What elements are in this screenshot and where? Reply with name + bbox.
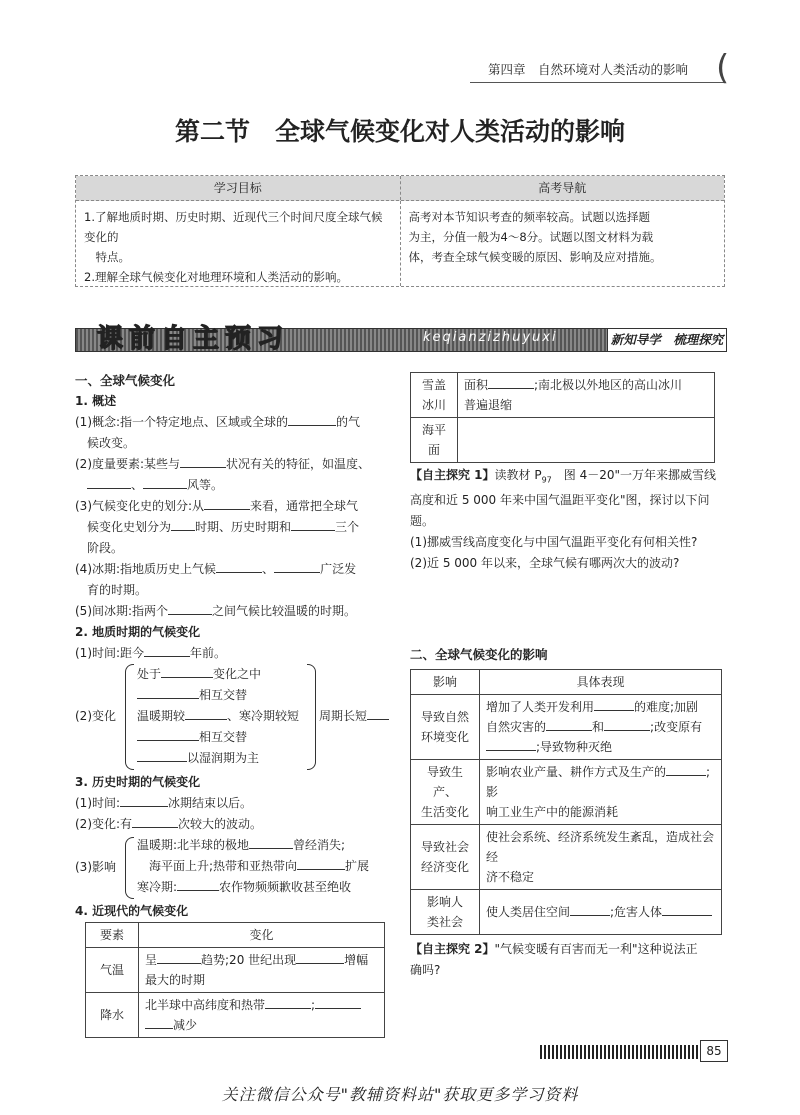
banner-title: 课前自主预习 bbox=[97, 324, 290, 354]
exam-guide-title: 高考导航 bbox=[538, 181, 587, 195]
exam-guide-text: 高考对本节知识考查的频率较高。试题以选择题 为主，分值一般为4～8分。试题以图文材料为载 体，考查全球气候变暖的原因、影响及应对措施。 bbox=[408, 210, 662, 264]
goals-title: 学习目标 bbox=[76, 176, 401, 200]
impact-table: 影响 具体表现 导致自然 环境变化 增加了人类开发利用 的难度;加剧 自然灾害的 和 ;改变原有 ;导致物种灭绝 导致生产、 生活变化 影响农业产量、耕作方式及生产的 ;影 响工业生产中的能源消耗 导致社会 经济变化 使社会系统、经济系统发生紊乱，造成社会经 济不稳定 影响人 类社会 使人类居住空间 ;危害人体 bbox=[410, 669, 722, 935]
right-column: 雪盖 冰川 面积 ;南北极以外地区的高山冰川 普遍退缩 海平面 【自主探究 1】读教材 $P_{97}$ 图 4－20"一万年来挪威雪线 高度和近 5 000 年来中国气温距平变化"图，探讨以下问题。 (1)挪威雪线高度变化与中国气温距平变化有何相关性? (2)近 5 000 年以来，全球气候有哪两次大的波动? 二、全球气候变化的影响 影响 具体表现 导致自然 环境变化 增加了人类开发利用 的难度;加剧 自然灾害的 和 ;改变原有 ;导致物种灭绝 导致生产、 生活变化 影响农业产量、耕作方式及生产的 ;影 响工业生产中的能源消耗 导致社会 经济变化 使社会系统、经济系统发生紊乱，造成社会经 济不稳定 影响人 类社会 使人类居住空间 ;危害人体 【自主探究 2】"气候变暖有百害而无一利"这种说法正 确吗? bbox=[410, 372, 725, 981]
geologic-brace-block: (2)变化 处于 变化之中 相互交替 温暖期较 、寒冷期较短 相互交替 以湿润期为主 周期长短 bbox=[75, 664, 390, 772]
page-title: 第二节 全球气候变化对人类活动的影响 bbox=[174, 117, 625, 146]
left-column: 一、全球气候变化 1. 概述 (1)概念:指一个特定地点、区域或全球的 的气 候改变。 (2)度量要素:某些与 状况有关的特征，如温度、 、 风等。 (3)气候变化史的划分:从 来看，通常把全球气 候变化史划分为 时期、历史时期和 三个 阶段。 (4)冰期:指地质历史上气候 、 广泛发 育的时期。 (5)间冰期:指两个 之间气候比较温暖的时期。 2. 地质时期的气候变化 (1)时间:距今 年前。 (2)变化 处于 变化之中 相互交替 温暖期较 、寒冷期较短 相互交替 以湿润期为主 周期长短 3. 历史时期的气候变化 (1)时间: 冰期结束以后。 (2)变化:有 次较大的波动。 (3)影响 温暖期:北半球的极地 曾经消失; 海平面上升;热带和亚热带向 扩展 寒冷期: 农作物频频歉收甚至绝收 4. 近现代的气候变化 要素 变化 气温 呈 趋势;20 世纪出现 增幅 最大的时期 降水 北半球中高纬度和热带 ; 减少 bbox=[75, 370, 390, 1038]
section-banner bbox=[75, 318, 725, 354]
page-number: 85 bbox=[700, 1040, 728, 1062]
historic-brace-block: (3)影响 温暖期:北半球的极地 曾经消失; 海平面上升;热带和亚热带向 扩展 寒冷期: 农作物频频歉收甚至绝收 bbox=[75, 835, 390, 901]
footer-note: 关注微信公众号"教辅资料站"获取更多学习资料 bbox=[221, 1085, 579, 1104]
chapter-header: 第四章 自然环境对人类活动的影响 bbox=[488, 62, 689, 77]
snow-glacier-table: 雪盖 冰川 面积 ;南北极以外地区的高山冰川 普遍退缩 海平面 bbox=[410, 372, 715, 463]
header-bracket: ( bbox=[716, 48, 730, 88]
footer-stripes bbox=[540, 1045, 700, 1059]
goals-text: 1.了解地质时期、历史时期、近现代三个时间尺度全球气候变化的 特点。 2.理解全球气候变化对地理环境和人类活动的影响。 bbox=[76, 201, 401, 286]
banner-pinyin: keqianzizhuyuxi bbox=[423, 330, 558, 345]
goals-box bbox=[75, 175, 725, 287]
header-rule bbox=[470, 82, 725, 83]
banner-subtitle: 新知导学 梳理探究 bbox=[607, 328, 727, 352]
modern-change-table: 要素 变化 气温 呈 趋势;20 世纪出现 增幅 最大的时期 降水 北半球中高纬度和热带 ; 减少 bbox=[85, 922, 385, 1038]
